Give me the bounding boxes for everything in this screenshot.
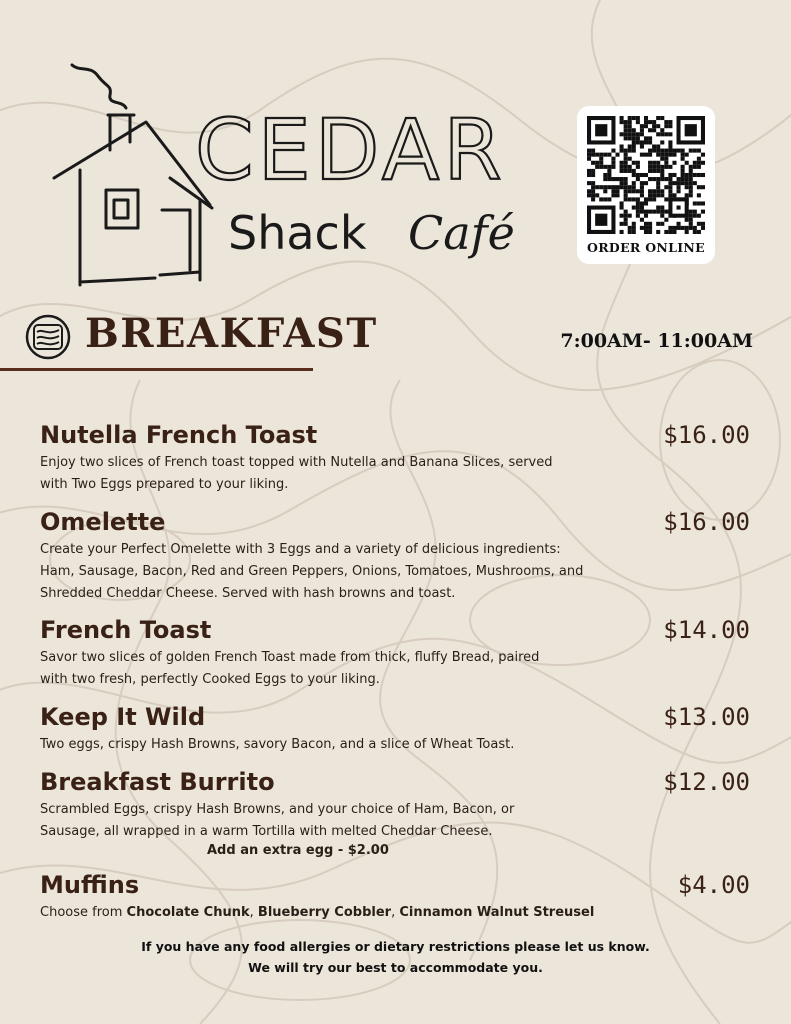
brand-name-cafe: Café [408, 206, 515, 260]
menu-item [40, 615, 752, 691]
menu-item-description: Two eggs, crispy Hash Browns, savory Bacon, and a slice of Wheat Toast. [40, 737, 515, 752]
qr-code-icon[interactable] [587, 116, 705, 234]
section-divider [0, 368, 313, 371]
menu-item [40, 702, 752, 756]
menu-item-price: $14.00 [663, 616, 750, 644]
muffin-option: Chocolate Chunk [126, 905, 250, 920]
menu-item-name: Muffins [40, 871, 140, 899]
menu-item [40, 420, 752, 496]
menu-item-name: French Toast [40, 616, 212, 644]
menu-item-description: Scrambled Eggs, crispy Hash Browns, and your choice of Ham, Bacon, or Sausage, all wrapped in a warm Tortilla with melted Cheddar Cheese. [40, 802, 515, 839]
menu-item-name: Keep It Wild [40, 703, 206, 731]
muffin-option: Cinnamon Walnut Streusel [399, 905, 595, 920]
menu-item-description: Savor two slices of golden French Toast made from thick, fluffy Bread, paired with two fresh, perfectly Cooked Eggs to your liking. [40, 650, 540, 687]
muffin-option: Blueberry Cobbler [257, 905, 392, 920]
brand-name-shack: Shack [228, 206, 367, 260]
menu-item-price: $13.00 [663, 703, 750, 731]
section-hours: 7:00AM- 11:00AM [560, 330, 753, 352]
menu-item-description: Enjoy two slices of French toast topped with Nutella and Banana Slices, served with Two Eggs prepared to your liking. [40, 455, 553, 492]
section-title: BREAKFAST [85, 310, 378, 357]
menu-item [40, 767, 752, 843]
menu-item [40, 507, 752, 605]
muffin-options-prefix: Choose from [40, 905, 123, 920]
qr-label: ORDER ONLINE [587, 240, 705, 255]
allergy-notice [0, 936, 791, 978]
menu-item-price: $4.00 [677, 871, 750, 899]
allergy-notice-line: We will try our best to accommodate you. [248, 960, 543, 975]
allergy-notice-line: If you have any food allergies or dietary restrictions please let us know. [141, 939, 650, 954]
menu-item-description: Choose from Chocolate Chunk, Blueberry Cobbler, Cinnamon Walnut Streusel [40, 905, 595, 920]
menu-item-name: Omelette [40, 508, 166, 536]
brand-name-top: CEDAR [195, 101, 506, 199]
menu-item-extra: Add an extra egg - $2.00 [207, 843, 389, 858]
menu-item-name: Nutella French Toast [40, 421, 318, 449]
breakfast-section-icon [25, 314, 71, 360]
menu-item-description: Create your Perfect Omelette with 3 Eggs and a variety of delicious ingredients: Ham, Sausage, Bacon, Red and Green Peppers, Onions, Tomatoes, Mushrooms, and Shredded Cheddar Cheese. Served with hash browns and toast. [40, 542, 584, 601]
menu-item-price: $12.00 [663, 768, 750, 796]
order-online-qr-card[interactable] [577, 106, 715, 264]
menu-item-price: $16.00 [663, 508, 750, 536]
cafe-logo [50, 60, 570, 295]
menu-item-name: Breakfast Burrito [40, 768, 275, 796]
menu-item [40, 870, 752, 924]
menu-item-price: $16.00 [663, 421, 750, 449]
